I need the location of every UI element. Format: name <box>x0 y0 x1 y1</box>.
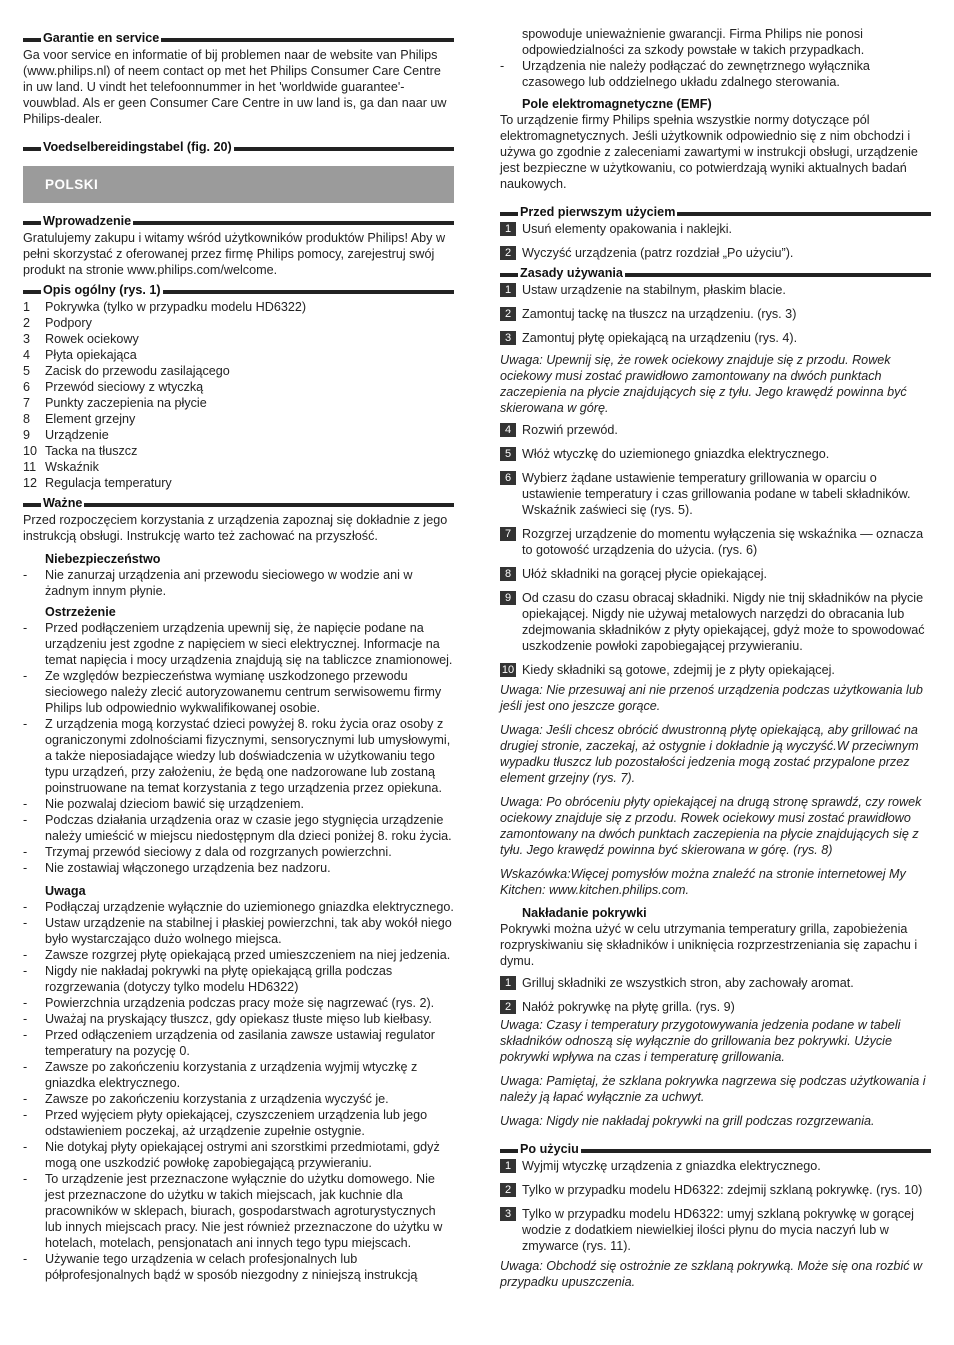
item-text: Uważaj na pryskający tłuszcz, gdy opiekasz tłuste mięso lub kiełbasy. <box>45 1012 432 1026</box>
step-number: 8 <box>500 567 516 581</box>
step-text: Zamontuj płytę opiekającą na urządzeniu (rys. 4). <box>522 331 798 345</box>
step-item <box>500 526 931 558</box>
bullet-dash: - <box>23 916 28 930</box>
list-item <box>23 947 454 963</box>
list-item <box>23 716 454 796</box>
item-label: Zacisk do przewodu zasilającego <box>45 364 230 378</box>
list-item <box>23 1171 454 1251</box>
bullet-dash: - <box>23 1252 28 1266</box>
list-item <box>23 1027 454 1059</box>
bullet-dash: - <box>23 1060 28 1074</box>
item-text: Powierzchnia urządzenia podczas pracy może się nagrzewać (rys. 2). <box>45 996 435 1010</box>
list-item <box>23 1107 454 1139</box>
caution-heading: Uwaga <box>45 884 86 898</box>
bullet-dash: - <box>23 568 28 582</box>
continued-text: spowoduje unieważnienie gwarancji. Firma Philips nie ponosi odpowiedzialności za szkody powstałe w takich przypadkach. <box>522 27 865 57</box>
list-item <box>23 363 454 379</box>
item-text: Przed wyjęciem płyty opiekającej, czyszczeniem urządzenia lub jego odstawieniem poczekaj, aż urządzenie zupełnie ostygnie. <box>45 1108 428 1138</box>
bullet-dash: - <box>23 996 28 1010</box>
section-heading-wprowadzenie: Wprowadzenie <box>23 213 454 230</box>
note-no-lid-preheat: Uwaga: Nigdy nie nakładaj pokrywki na grill podczas rozgrzewania. <box>500 1114 875 1128</box>
step-text: Włóż wtyczkę do uziemionego gniazdka elektrycznego. <box>522 447 830 461</box>
list-item <box>23 1251 454 1283</box>
item-label: Wskaźnik <box>45 460 99 474</box>
item-text: Nie zanurzaj urządzenia ani przewodu sieciowego w wodzie ani w żadnym innym płynie. <box>45 568 413 598</box>
step-text: Wyjmij wtyczkę urządzenia z gniazdka elektrycznego. <box>522 1159 821 1173</box>
item-text: Nie zostawiaj włączonego urządzenia bez nadzoru. <box>45 861 331 875</box>
step-item <box>500 566 931 582</box>
item-number: 12 <box>23 476 38 490</box>
lid-heading: Nakładanie pokrywki <box>522 906 647 920</box>
note-glass-fragile: Uwaga: Obchodź się ostrożnie ze szklaną pokrywką. Może się ona rozbić w przypadku upuszczenia. <box>500 1259 923 1289</box>
item-number: 1 <box>23 300 31 314</box>
list-item <box>23 796 454 812</box>
item-number: 9 <box>23 428 31 442</box>
item-text: Nie pozwalaj dzieciom bawić się urządzeniem. <box>45 797 304 811</box>
list-item <box>23 1059 454 1091</box>
danger-heading: Niebezpieczeństwo <box>45 552 161 566</box>
danger-list <box>23 567 454 599</box>
use-steps-b <box>500 422 931 678</box>
step-number: 2 <box>500 1000 516 1014</box>
item-text: Używanie tego urządzenia w celach profesjonalnych lub półprofesjonalnych bądź w sposób niezgodny z niniejszą instrukcją <box>45 1252 418 1282</box>
use-steps-a <box>500 282 931 346</box>
item-text: Zawsze po zakończeniu korzystania z urządzenia wyjmij wtyczkę z gniazdka elektrycznego. <box>45 1060 418 1090</box>
step-item <box>500 330 931 346</box>
bullet-dash: - <box>23 1028 28 1042</box>
list-item <box>23 567 454 599</box>
step-number: 9 <box>500 591 516 605</box>
step-number: 6 <box>500 471 516 485</box>
list-item <box>23 443 454 459</box>
list-item <box>23 411 454 427</box>
list-item <box>23 315 454 331</box>
warning-list <box>23 620 454 876</box>
item-label: Przewód sieciowy z wtyczką <box>45 380 204 394</box>
step-item <box>500 221 931 237</box>
note-times: Uwaga: Czasy i temperatury przygotowywania jedzenia podane w tabeli składników odnoszą się wyłącznie do grillowania bez pokrywki. Użycie pokrywki wpływa na czas i temperaturę grillowania. <box>500 1018 901 1064</box>
item-text: Trzymaj przewód sieciowy z dala od rozgrzanych powierzchni. <box>45 845 392 859</box>
bullet-dash: - <box>23 717 28 731</box>
list-item <box>23 475 454 491</box>
item-label: Urządzenie <box>45 428 109 442</box>
step-text: Rozwiń przewód. <box>522 423 618 437</box>
step-item <box>500 470 931 518</box>
item-label: Regulacja temperatury <box>45 476 172 490</box>
item-label: Tacka na tłuszcz <box>45 444 138 458</box>
item-label: Punkty zaczepienia na płycie <box>45 396 207 410</box>
bullet-dash: - <box>23 797 28 811</box>
item-number: 2 <box>23 316 31 330</box>
step-text: Ustaw urządzenie na stabilnym, płaskim blacie. <box>522 283 786 297</box>
section-heading-after-use: Po użyciu <box>500 1141 931 1158</box>
step-text: Od czasu do czasu obracaj składniki. Nigdy nie tnij składników na płycie opiekającej. Nigdy nie używaj metalowych narzędzi do obracania lub zdejmowania składników z płyty opiekającej, gdyż może to spowodować uszkodzenie powłoki zapobiegającej przywieraniu. <box>522 591 925 653</box>
item-text: Zawsze rozgrzej płytę opiekającą przed umieszczeniem na niej jedzenia. <box>45 948 451 962</box>
bullet-dash: - <box>23 669 28 683</box>
step-text: Wyczyść urządzenia (patrz rozdział „Po użyciu”). <box>522 246 794 260</box>
lid-steps <box>500 975 931 1015</box>
tip-kitchen: Wskazówka:Więcej pomysłów można znaleźć na stronie internetowej My Kitchen: www.kitchen.philips.com. <box>500 867 906 897</box>
step-number: 2 <box>500 1183 516 1197</box>
item-text: To urządzenie jest przeznaczone wyłącznie do użytku domowego. Nie jest przeznaczone do użytku w takich miejscach, jak kuchnie dla pracowników w sklepach, biurach, gospodarstwach agroturystycznych lub innych miejscach pracy. Nie jest również przeznaczone do użytku w hotelach, motelach, pensjonatach ani innych tego typu miejscach. <box>45 1172 443 1250</box>
step-text: Tylko w przypadku modelu HD6322: umyj szklaną pokrywkę w gorącej wodzie z dodatkiem niewielkiej ilości płynu do mycia naczyń lub w zmywarce (rys. 11). <box>522 1207 914 1253</box>
caution-list <box>23 899 454 1283</box>
section-heading-use: Zasady używania <box>500 265 931 282</box>
bullet-dash: - <box>23 1140 28 1154</box>
list-item <box>23 620 454 668</box>
list-item <box>23 1011 454 1027</box>
step-number: 1 <box>500 976 516 990</box>
bullet-dash: - <box>23 900 28 914</box>
step-number: 10 <box>501 664 515 676</box>
first-use-steps <box>500 221 931 261</box>
list-item <box>23 844 454 860</box>
item-label: Element grzejny <box>45 412 136 426</box>
note-drip-groove: Uwaga: Upewnij się, że rowek ociekowy znajduje się z przodu. Rowek ociekowy musi zostać prawidłowo zamontowany na dwóch punktach zaczepienia na płycie znajdujących się z tyłu. Jego krawędź powinna być skierowana w górę. <box>500 353 907 415</box>
step-number: 7 <box>500 527 516 541</box>
step-number: 1 <box>500 1159 516 1173</box>
item-number: 7 <box>23 396 31 410</box>
step-item <box>500 590 931 654</box>
step-item <box>500 306 931 322</box>
note-after-flip: Uwaga: Po obróceniu płyty opiekającej na drugą stronę sprawdź, czy rowek ociekowy znajduje się z przodu. Rowek ociekowy musi zostać prawidłowo zamontowany na dwóch punktach zaczepienia na płycie znajdujących się z tyłu. Jego krawędź powinna być skierowana w górę. (rys. 8) <box>500 795 922 857</box>
section-heading-first-use: Przed pierwszym użyciem <box>500 204 931 221</box>
step-number: 3 <box>500 1207 516 1221</box>
bullet-dash: - <box>23 1172 28 1186</box>
bullet-dash: - <box>23 948 28 962</box>
note-glass-hot: Uwaga: Pamiętaj, że szklana pokrywka nagrzewa się podczas użytkowania i należy ją łapać wyłącznie za uchwyt. <box>500 1074 926 1104</box>
step-text: Ułóż składniki na gorącej płycie opiekającej. <box>522 567 768 581</box>
item-number: 6 <box>23 380 31 394</box>
parts-list <box>23 299 454 491</box>
bullet-dash: - <box>23 861 28 875</box>
item-text: Ze względów bezpieczeństwa wymianę uszkodzonego przewodu sieciowego należy zlecić autoryzowanemu centrum serwisowemu firmy Philips lub odpowiednio wykwalifikowanej osobie. <box>45 669 442 715</box>
item-text: Przed podłączeniem urządzenia upewnij się, że napięcie podane na urządzeniu jest zgodne z napięciem w sieci elektrycznej. Informacje na temat napięcia i mocy urządzenia znajdują się na tabliczce znamionowej. <box>45 621 453 667</box>
step-number: 2 <box>500 246 516 260</box>
step-item <box>500 975 931 991</box>
item-text: Ustaw urządzenie na stabilnej i płaskiej powierzchni, tak aby wokół niego było wystarczająco dużo wolnego miejsca. <box>45 916 452 946</box>
item-number: 5 <box>23 364 31 378</box>
step-number: 5 <box>500 447 516 461</box>
step-text: Zamontuj tackę na tłuszcz na urządzeniu. (rys. 3) <box>522 307 797 321</box>
item-label: Podpory <box>45 316 92 330</box>
list-item <box>23 331 454 347</box>
list-item <box>23 963 454 995</box>
step-item <box>500 1158 931 1174</box>
right-column <box>500 26 931 1290</box>
item-text: Nie dotykaj płyty opiekającej ostrymi ani szorstkimi przedmiotami, gdyż mogą one uszkodzić powłokę zapobiegającą przywieraniu. <box>45 1140 440 1170</box>
item-text: Z urządzenia mogą korzystać dzieci powyżej 8. roku życia oraz osoby z ograniczonymi zdolnościami fizycznymi, sensorycznymi lub umysłowymi, a także nieposiadające wiedzy lub doświadczenia w użytkowaniu tego typu urządzeń, przy założeniu, że będą one nadzorowane lub zostaną poinstruowane na temat korzystania z tego urządzenia przez opiekuna. <box>45 717 451 795</box>
step-text: Grilluj składniki ze wszystkich stron, aby zachowały aromat. <box>522 976 854 990</box>
garantie-text: Ga voor service en informatie of bij problemen naar de website van Philips (www.philips.nl) of neem contact op met het Philips Consumer Care Centre in uw land. U vindt het telefoonnummer in het 'worldwide guarantee'-vouwblad. Als er geen Consumer Care Centre in uw land is, ga dan naar uw Philips-dealer. <box>23 48 447 126</box>
list-item <box>23 299 454 315</box>
item-number: 4 <box>23 348 31 362</box>
item-text: Podłączaj urządzenie wyłącznie do uziemionego gniazdka elektrycznego. <box>45 900 454 914</box>
section-heading-voedsel: Voedselbereidingstabel (fig. 20) <box>23 139 454 156</box>
list-item <box>23 899 454 915</box>
emf-text: To urządzenie firmy Philips spełnia wszystkie normy dotyczące pól elektromagnetycznych. Jeśli użytkownik odpowiednio się z nim obchodzi i używa go zgodnie z zaleceniami zawartymi w instrukcji obsługi, urządzenie jest bezpieczne w użytkowaniu, co potwierdzają wyniki aktualnych badań naukowych. <box>500 113 918 191</box>
step-item <box>500 1182 931 1198</box>
item-text: Podczas działania urządzenia oraz w czasie jego stygnięcia urządzenie należy umieścić w miejscu niedostępnym dla dzieci poniżej 8. roku życia. <box>45 813 452 843</box>
note-do-not-move: Uwaga: Nie przesuwaj ani nie przenoś urządzenia podczas użytkowania lub jeśli jest ono jeszcze gorące. <box>500 683 923 713</box>
step-item <box>500 999 931 1015</box>
list-item <box>23 1091 454 1107</box>
step-number: 3 <box>500 331 516 345</box>
list-item <box>23 995 454 1011</box>
step-item <box>500 282 931 298</box>
item-text: Przed odłączeniem urządzenia od zasilania zawsze ustawiaj regulator temperatury na pozycję 0. <box>45 1028 435 1058</box>
step-text: Tylko w przypadku modelu HD6322: zdejmij szklaną pokrywkę. (rys. 10) <box>522 1183 923 1197</box>
list-item <box>23 379 454 395</box>
item-number: 8 <box>23 412 31 426</box>
step-text: Rozgrzej urządzenie do momentu wyłączenia się wskaźnika — oznacza to gotowość urządzenia do użycia. (rys. 6) <box>522 527 924 557</box>
step-item <box>500 422 931 438</box>
item-number: 10 <box>23 444 38 458</box>
wprowadzenie-text: Gratulujemy zakupu i witamy wśród użytkowników produktów Philips! Aby w pełni skorzystać z oferowanej przez firmę Philips pomocy, zarejestruj swój produkt na stronie www.philips.com/welcome. <box>23 231 446 277</box>
after-use-steps <box>500 1158 931 1254</box>
left-column <box>23 30 454 1283</box>
list-item <box>23 427 454 443</box>
item-text: Nigdy nie nakładaj pokrywki na płytę opiekającą grilla podczas rozgrzewania (dotyczy tylko modelu HD6322) <box>45 964 393 994</box>
list-item <box>23 395 454 411</box>
step-number: 4 <box>500 423 516 437</box>
bullet-item: - Urządzenia nie należy podłączać do zewnętrznego wyłącznika czasowego lub oddzielnego układu zdalnego sterowania. <box>500 59 870 89</box>
list-item <box>23 1139 454 1171</box>
bullet-dash: - <box>23 845 28 859</box>
list-item <box>23 915 454 947</box>
bullet-dash: - <box>23 1012 28 1026</box>
step-text: Kiedy składniki są gotowe, zdejmij je z płyty opiekającej. <box>522 663 835 677</box>
bullet-dash: - <box>23 1108 28 1122</box>
step-number: 1 <box>500 222 516 236</box>
step-text: Usuń elementy opakowania i naklejki. <box>522 222 733 236</box>
list-item <box>23 668 454 716</box>
warning-heading: Ostrzeżenie <box>45 605 116 619</box>
step-number: 2 <box>500 307 516 321</box>
note-flip-plate: Uwaga: Jeśli chcesz obrócić dwustronną płytę opiekającą, aby grillować na drugiej stronie, zaczekaj, aż ostygnie i dokładnie ją wyczyść.W przeciwnym wypadku tłuszcz lub pozostałości jedzenia mogą zostać przypalone przez element grzejny (rys. 7). <box>500 723 919 785</box>
section-heading-opis: Opis ogólny (rys. 1) <box>23 282 454 299</box>
step-number: 1 <box>500 283 516 297</box>
lid-text: Pokrywki można użyć w celu utrzymania temperatury grilla, zapobieżenia rozpryskiwaniu się składników i uniknięcia rozprzestrzeniania się zapachu i dymu. <box>500 922 918 968</box>
step-text: Nałóż pokrywkę na płytę grilla. (rys. 9) <box>522 1000 735 1014</box>
list-item <box>23 459 454 475</box>
wazne-text: Przed rozpoczęciem korzystania z urządzenia zapoznaj się dokładnie z jego instrukcją obsługi. Instrukcję warto też zachować na przyszłość. <box>23 513 448 543</box>
item-label: Pokrywka (tylko w przypadku modelu HD6322) <box>45 300 307 314</box>
bullet-dash: - <box>23 964 28 978</box>
list-item <box>23 347 454 363</box>
item-label: Płyta opiekająca <box>45 348 137 362</box>
bullet-dash: - <box>23 1092 28 1106</box>
bullet-dash: - <box>23 813 28 827</box>
bullet-dash: - <box>23 621 28 635</box>
step-item <box>500 1206 931 1254</box>
item-label: Rowek ociekowy <box>45 332 139 346</box>
step-item <box>500 446 931 462</box>
section-heading-garantie: Garantie en service <box>23 30 454 47</box>
step-text: Wybierz żądane ustawienie temperatury grillowania w oparciu o ustawienie temperatury i czas grillowania podane w tabeli składników. Wskaźnik zaświeci się (rys. 5). <box>522 471 911 517</box>
step-item <box>500 245 931 261</box>
language-banner: POLSKI <box>23 166 454 203</box>
step-item <box>500 662 931 678</box>
section-heading-wazne: Ważne <box>23 495 454 512</box>
list-item <box>23 860 454 876</box>
item-number: 11 <box>23 460 37 474</box>
emf-heading: Pole elektromagnetyczne (EMF) <box>522 97 712 111</box>
list-item <box>23 812 454 844</box>
item-text: Zawsze po zakończeniu korzystania z urządzenia wyczyść je. <box>45 1092 389 1106</box>
item-number: 3 <box>23 332 31 346</box>
